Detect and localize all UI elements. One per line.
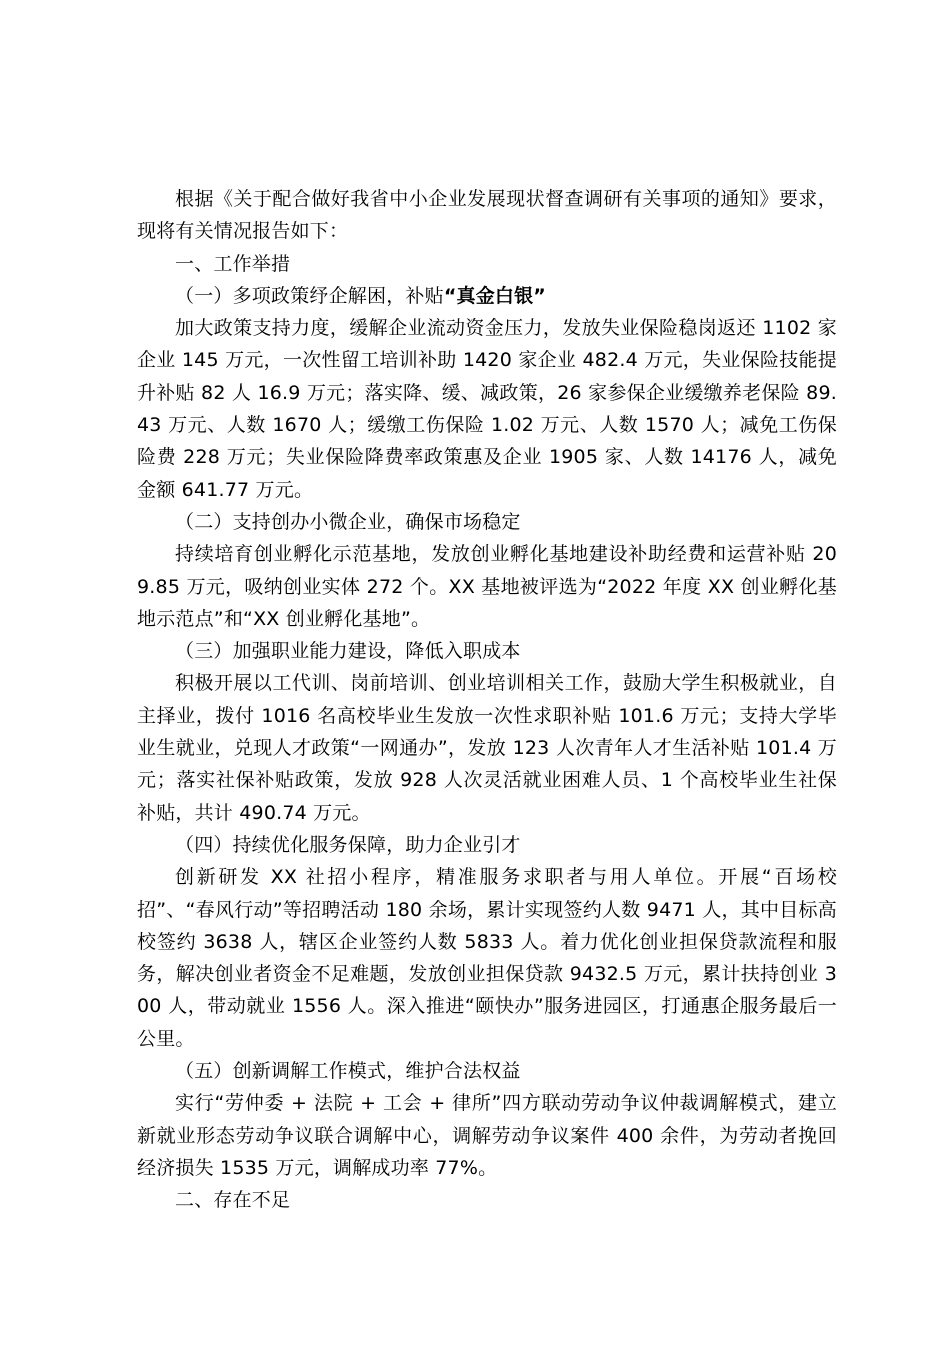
document-page xyxy=(137,183,837,1217)
subsection-4-heading: （四）持续优化服务保障，助力企业引才 xyxy=(175,833,521,856)
subsection-1-heading xyxy=(137,280,837,312)
subsection-5-heading: （五）创新调解工作模式，维护合法权益 xyxy=(175,1060,521,1083)
intro-paragraph: 根据《关于配合做好我省中小企业发展现状督查调研有关事项的通知》要求，现将有关情况报告如下： xyxy=(137,188,837,243)
subsection-3-body: 积极开展以工代训、岗前培训、创业培训相关工作，鼓励大学生积极就业，自主择业，拨付 1016 名高校毕业生发放一次性求职补贴 101.6 万元；支持大学毕业生就业，兑现人才政策“一网通办”，发放 123 人次青年人才生活补贴 101.4 万元；落实社保补贴政策，发放 928 人次灵活就业困难人员、1 个高校毕业生社保补贴，共计 490.74 万元。 xyxy=(137,672,837,824)
subsection-4-body: 创新研发 XX 社招小程序，精准服务求职者与用人单位。开展“百场校招”、“春风行动”等招聘活动 180 余场，累计实现签约人数 9471 人，其中目标高校签约 3638 人，辖区企业签约人数 5833 人。着力优化创业担保贷款流程和服务，解决创业者资金不足难题，发放创业担保贷款 9432.5 万元，累计扶持创业 300 人，带动就业 1556 人。深入推进“颐快办”服务进园区，打通惠企服务最后一公里。 xyxy=(137,866,837,1050)
subsection-5-body: 实行“劳仲委 + 法院 + 工会 + 律所”四方联动劳动争议仲裁调解模式，建立新就业形态劳动争议联合调解中心，调解劳动争议案件 400 余件，为劳动者挽回经济损失 1535 万元，调解成功率 77%。 xyxy=(137,1092,837,1179)
subsection-1-body: 加大政策支持力度，缓解企业流动资金压力，发放失业保险稳岗返还 1102 家企业 145 万元，一次性留工培训补助 1420 家企业 482.4 万元，失业保险技能提升补贴 82 人 16.9 万元；落实降、缓、减政策，26 家参保企业缓缴养老保险 89.43 万元、人数 1670 人；缓缴工伤保险 1.02 万元、人数 1570 人；减免工伤保险费 228 万元；失业保险降费率政策惠及企业 1905 家、人数 14176 人，减免金额 641.77 万元。 xyxy=(137,317,837,501)
subsection-1-title: （一）多项政策纾企解困，补贴 xyxy=(175,284,444,307)
section-2-heading: 二、存在不足 xyxy=(175,1189,291,1212)
subsection-3-heading: （三）加强职业能力建设，降低入职成本 xyxy=(175,640,521,663)
subsection-2-body: 持续培育创业孵化示范基地，发放创业孵化基地建设补助经费和运营补贴 209.85 万元，吸纳创业实体 272 个。XX 基地被评选为“2022 年度 XX 创业孵化基地示范点”和“XX 创业孵化基地”。 xyxy=(137,543,837,630)
section-1-heading: 一、工作举措 xyxy=(175,252,291,275)
subsection-1-title-quote: “真金白银” xyxy=(443,284,546,307)
subsection-2-heading: （二）支持创办小微企业，确保市场稳定 xyxy=(175,510,521,533)
